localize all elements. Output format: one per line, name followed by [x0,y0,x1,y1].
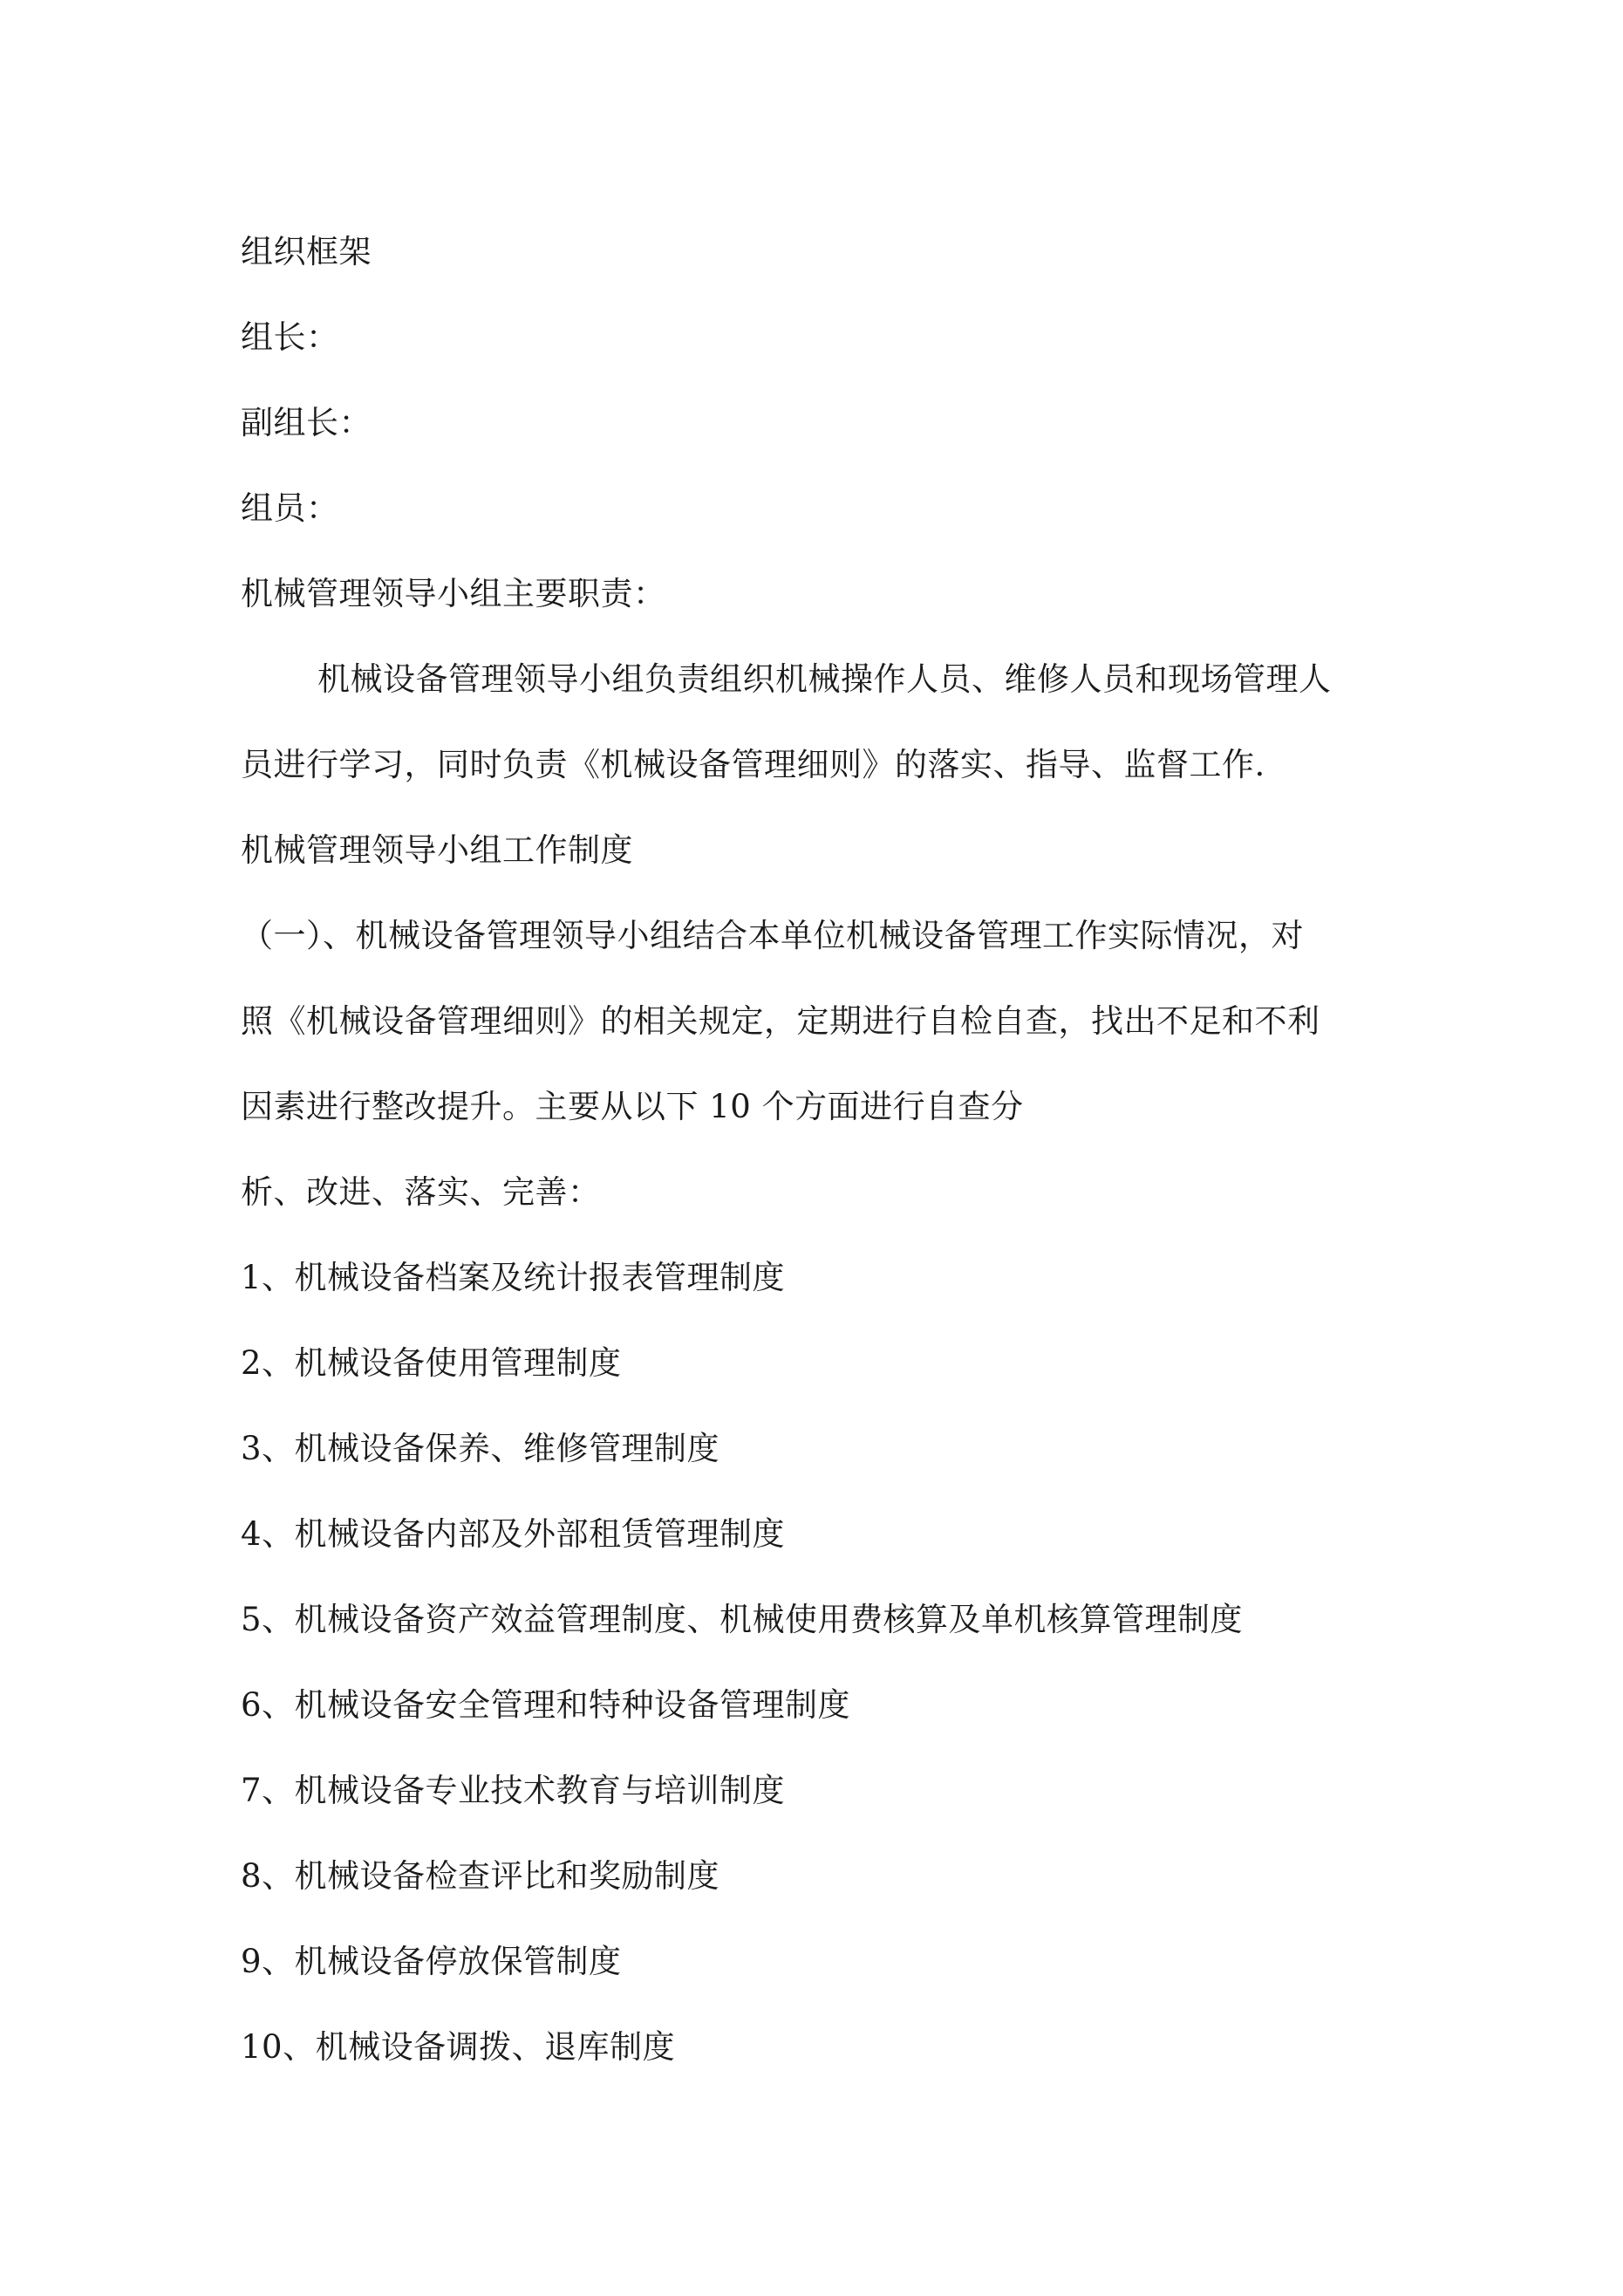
duties-paragraph-line-1: 机械设备管理领导小组负责组织机械操作人员、维修人员和现场管理人 [317,660,1332,698]
document-body [241,209,1409,2090]
list-item: 3、机械设备保养、维修管理制度 [241,1430,720,1467]
list-item: 4、机械设备内部及外部租赁管理制度 [241,1515,786,1553]
deputy-leader-label: 副组长： [241,404,372,441]
clause-1-line-1: （一）、机械设备管理领导小组结合本单位机械设备管理工作实际情况，对 [241,917,1304,954]
list-item: 9、机械设备停放保管制度 [241,1943,622,1980]
members-label: 组员： [241,489,339,527]
list-item: 1、机械设备档案及统计报表管理制度 [241,1259,786,1296]
list-item: 10、机械设备调拨、退库制度 [241,2028,676,2066]
clause-1-line-2: 照《机械设备管理细则》的相关规定，定期进行自检自查，找出不足和不利 [241,1002,1320,1040]
clause-1-line-4: 析、改进、落实、完善： [241,1173,601,1211]
list-item: 7、机械设备专业技术教育与培训制度 [241,1772,786,1809]
duties-heading: 机械管理领导小组主要职责： [241,575,666,612]
list-item: 6、机械设备安全管理和特种设备管理制度 [241,1686,851,1724]
leader-label: 组长： [241,318,339,356]
list-item: 8、机械设备检查评比和奖励制度 [241,1857,720,1895]
duties-paragraph-line-2: 员进行学习，同时负责《机械设备管理细则》的落实、指导、监督工作. [241,746,1265,783]
org-heading: 组织框架 [241,233,372,270]
list-item: 5、机械设备资产效益管理制度、机械使用费核算及单机核算管理制度 [241,1601,1244,1638]
list-item: 2、机械设备使用管理制度 [241,1344,622,1382]
system-heading: 机械管理领导小组工作制度 [241,831,633,869]
clause-1-line-3: 因素进行整改提升。主要从以下 10 个方面进行自查分 [241,1088,1024,1125]
